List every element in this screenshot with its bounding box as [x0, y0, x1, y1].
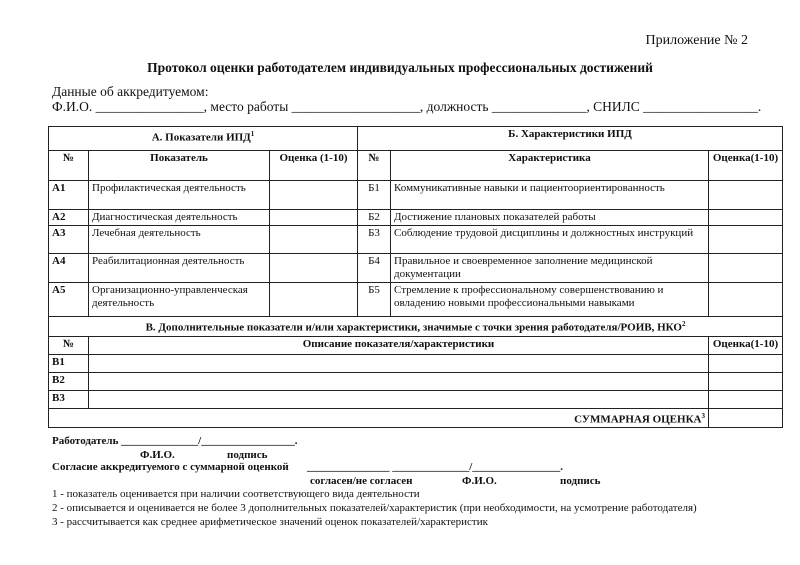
page-title: Протокол оценки работодателем индивидуальных профессиональных достижений — [147, 60, 653, 75]
section-v-title: В. Дополнительные показатели и/или характеристики, значимые с точки зрения работодателя/РОИВ, НКО$^2$ — [49, 317, 783, 337]
col-score: Оценка(1-10) — [709, 151, 783, 181]
employer-fio-caption: Ф.И.О. — [140, 449, 175, 461]
row-num: Б5 — [358, 283, 391, 317]
row-name: Организационно-управленческая деятельность — [89, 283, 270, 317]
table-row — [49, 226, 783, 254]
score-cell[interactable] — [709, 390, 783, 408]
description-cell[interactable] — [89, 390, 709, 408]
score-cell[interactable] — [709, 372, 783, 390]
accredited-fields: Ф.И.О. ________________, место работы ___________________, должность ______________, СНИЛС _________________. — [52, 99, 762, 114]
score-cell[interactable] — [270, 181, 358, 210]
employer-signature: Работодатель ______________/_________________. — [52, 435, 298, 447]
score-cell[interactable] — [709, 210, 783, 226]
description-cell[interactable] — [89, 372, 709, 390]
row-num: В2 — [49, 372, 89, 390]
row-name: Коммуникативные навыки и пациентоориентированность — [391, 181, 709, 210]
appendix-label: Приложение № 2 — [645, 33, 748, 48]
section-a-title: А. Показатели ИПД$^1$ — [49, 127, 358, 151]
row-num: Б2 — [358, 210, 391, 226]
section-b-title: Б. Характеристики ИПД — [358, 127, 783, 151]
score-cell[interactable] — [709, 181, 783, 210]
score-cell[interactable] — [270, 254, 358, 283]
score-cell[interactable] — [709, 226, 783, 254]
score-cell[interactable] — [709, 283, 783, 317]
col-score: Оценка (1-10) — [270, 151, 358, 181]
consent-lines: _______________ ______________/________________. — [307, 461, 564, 473]
table-row — [49, 372, 783, 390]
row-name: Соблюдение трудовой дисциплины и должностных инструкций — [391, 226, 709, 254]
row-name: Правильное и своевременное заполнение медицинской документации — [391, 254, 709, 283]
table-row — [49, 283, 783, 317]
table-row — [49, 181, 783, 210]
row-num: А1 — [49, 181, 89, 210]
col-characteristic: Характеристика — [391, 151, 709, 181]
row-num: А5 — [49, 283, 89, 317]
row-num: А2 — [49, 210, 89, 226]
row-name: Диагностическая деятельность — [89, 210, 270, 226]
employer-sign-caption: подпись — [227, 449, 268, 461]
consent-sign-caption: подпись — [560, 475, 601, 487]
description-cell[interactable] — [89, 354, 709, 372]
col-description: Описание показателя/характеристики — [89, 336, 709, 354]
col-num: № — [49, 336, 89, 354]
row-name: Профилактическая деятельность — [89, 181, 270, 210]
total-label: СУММАРНАЯ ОЦЕНКА$^3$ — [49, 408, 709, 428]
row-name: Реабилитационная деятельность — [89, 254, 270, 283]
row-num: Б3 — [358, 226, 391, 254]
table-row — [49, 254, 783, 283]
col-indicator: Показатель — [89, 151, 270, 181]
footnote-3: 3 - рассчитывается как среднее арифметическое значений оценок показателей/характеристик — [52, 516, 488, 528]
row-name: Стремление к профессиональному совершенствованию и овладению новыми профессиональными навыками — [391, 283, 709, 317]
total-score-cell[interactable] — [709, 408, 783, 428]
evaluation-table — [48, 126, 783, 428]
row-name: Достижение плановых показателей работы — [391, 210, 709, 226]
score-cell[interactable] — [270, 283, 358, 317]
col-score: Оценка(1-10) — [709, 336, 783, 354]
agree-caption: согласен/не согласен — [310, 475, 413, 487]
table-row — [49, 390, 783, 408]
row-num: Б4 — [358, 254, 391, 283]
row-num: А4 — [49, 254, 89, 283]
consent-label: Согласие аккредитуемого с суммарной оценкой — [52, 461, 289, 473]
footnote-1: 1 - показатель оценивается при наличии соответствующего вида деятельности — [52, 488, 420, 500]
accredited-label: Данные об аккредитуемом: — [52, 84, 209, 99]
row-num: А3 — [49, 226, 89, 254]
footnote-2: 2 - описывается и оценивается не более 3 дополнительных показателей/характеристик (при необходимости, на усмотрение работодателя) — [52, 502, 697, 514]
table-row — [49, 210, 783, 226]
row-num: В1 — [49, 354, 89, 372]
score-cell[interactable] — [270, 226, 358, 254]
score-cell[interactable] — [270, 210, 358, 226]
row-name: Лечебная деятельность — [89, 226, 270, 254]
score-cell[interactable] — [709, 354, 783, 372]
table-row — [49, 354, 783, 372]
score-cell[interactable] — [709, 254, 783, 283]
col-num: № — [49, 151, 89, 181]
row-num: Б1 — [358, 181, 391, 210]
col-num: № — [358, 151, 391, 181]
row-num: В3 — [49, 390, 89, 408]
consent-fio-caption: Ф.И.О. — [462, 475, 497, 487]
